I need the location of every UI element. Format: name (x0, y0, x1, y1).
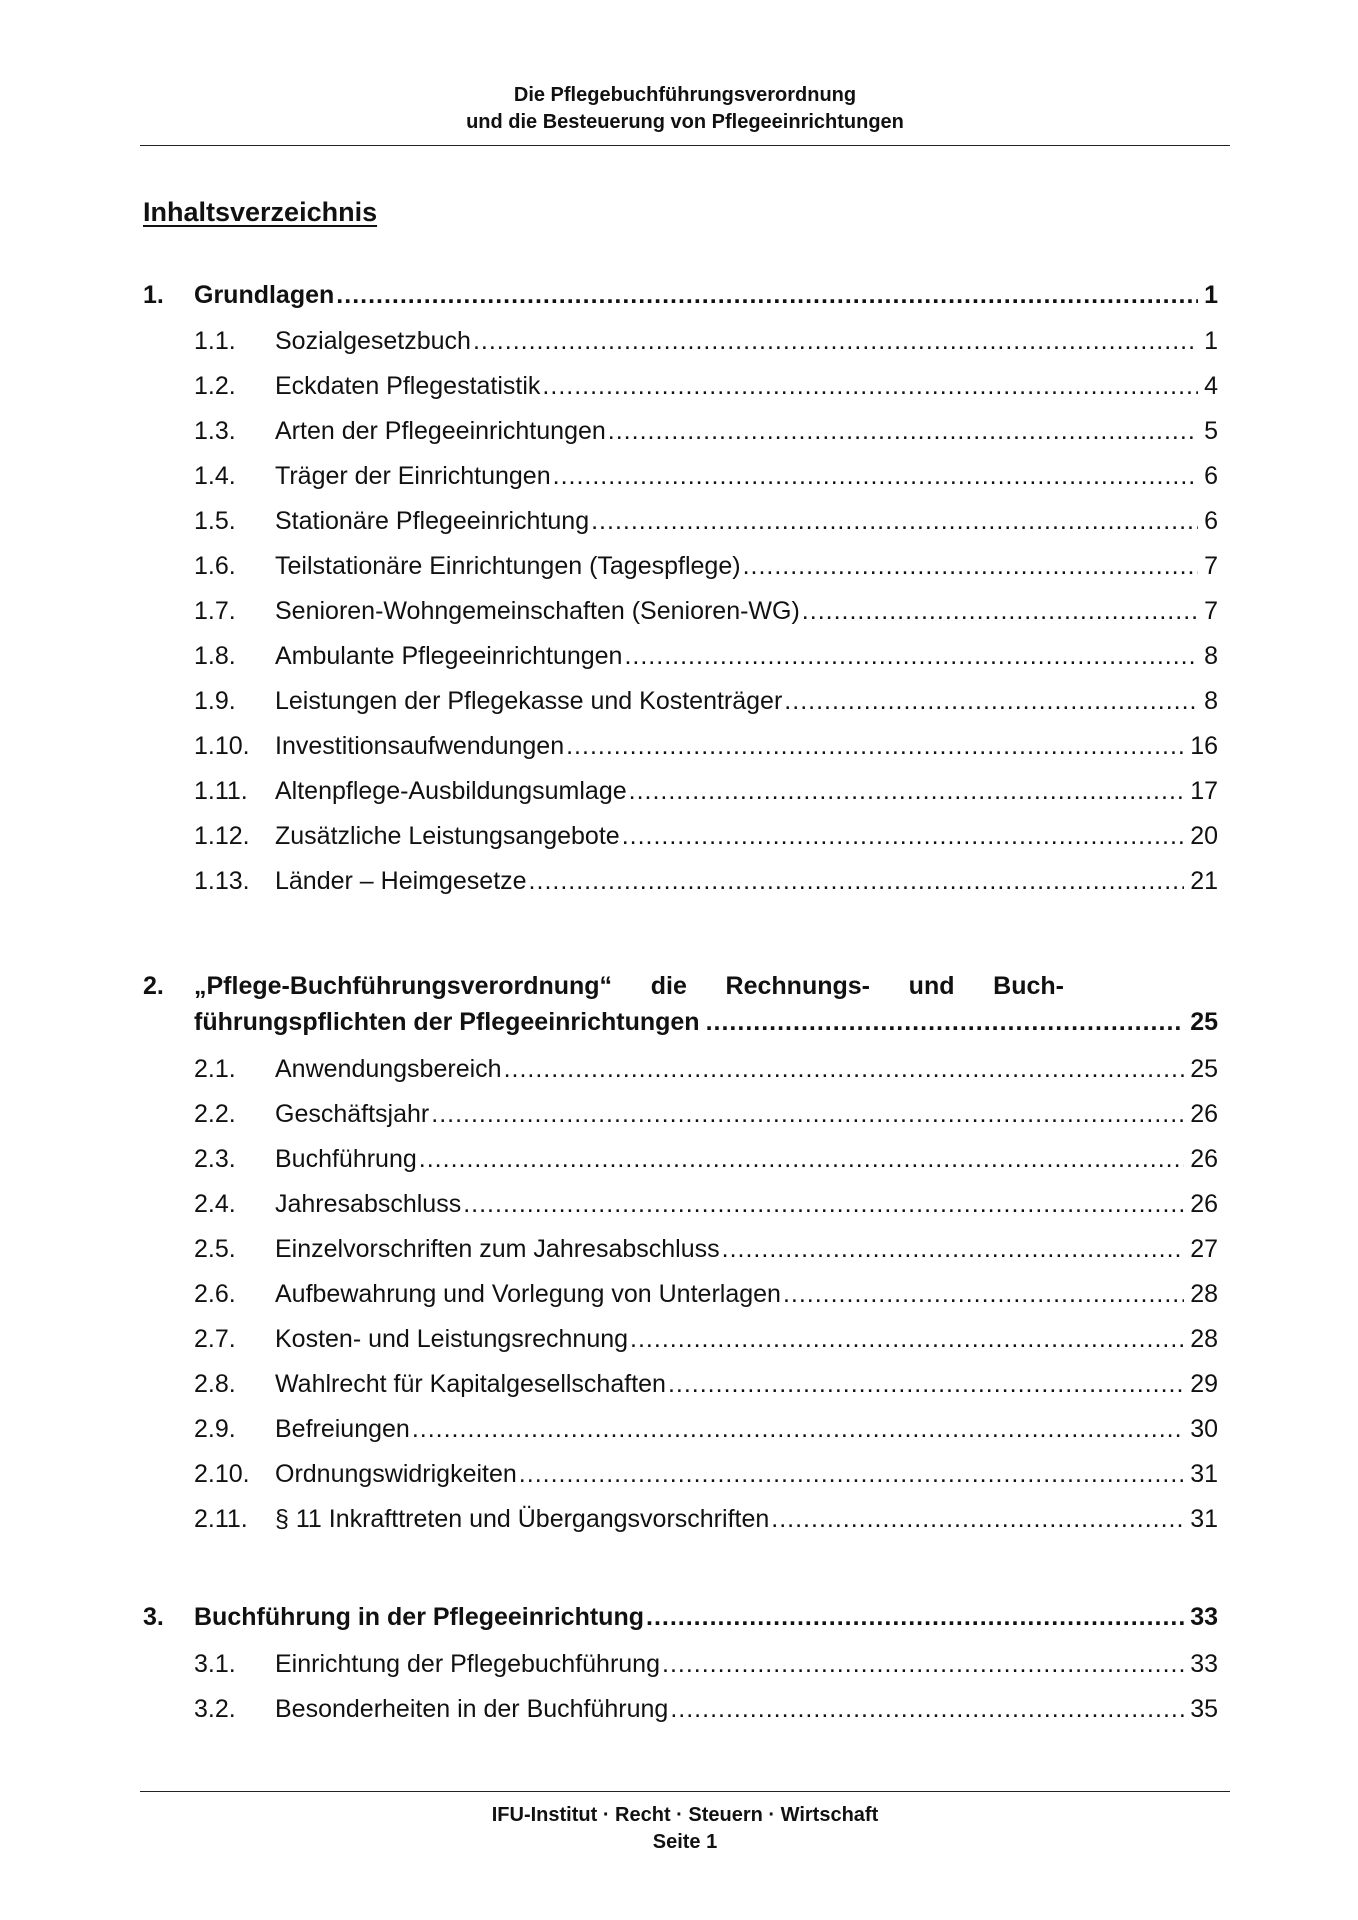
section-title: Wahlrecht für Kapitalgesellschaften (275, 1370, 666, 1398)
dot-leader (463, 1184, 1184, 1224)
dot-leader (706, 1004, 1185, 1040)
toc-entry-1-9[interactable] (143, 681, 1218, 721)
toc-entry-2-11[interactable] (143, 1499, 1218, 1539)
dot-leader (529, 861, 1185, 901)
page-number: 16 (1190, 732, 1218, 760)
page-number: 28 (1190, 1325, 1218, 1353)
toc-chapter-3[interactable] (143, 1597, 1218, 1637)
footer-page-number: Seite 1 (652, 1831, 718, 1853)
page-number: 33 (1190, 1603, 1218, 1631)
dot-leader (670, 1689, 1184, 1729)
page-number: 35 (1190, 1695, 1218, 1723)
section-number: 2.3. (194, 1145, 236, 1173)
section-title: Investitionsaufwendungen (275, 732, 565, 760)
chapter-title: Grundlagen (194, 281, 335, 309)
toc-entry-3-2[interactable] (143, 1689, 1218, 1729)
toc-entry-2-8[interactable] (143, 1364, 1218, 1404)
chapter-heading-line2 (194, 1004, 1218, 1040)
dot-leader (591, 501, 1198, 541)
toc-chapter-2[interactable] (143, 968, 1218, 1040)
toc-entry-1-10[interactable] (143, 726, 1218, 766)
page-number: 7 (1204, 552, 1218, 580)
page-number: 31 (1190, 1505, 1218, 1533)
header-title-line2: und die Besteuerung von Pflegeeinrichtungen (466, 111, 904, 133)
section-number: 3.1. (194, 1650, 236, 1678)
toc-entry-2-6[interactable] (143, 1274, 1218, 1314)
page-number: 1 (1204, 281, 1218, 309)
dot-leader (668, 1364, 1184, 1404)
toc-entry-1-8[interactable] (143, 636, 1218, 676)
toc-entry-1-5[interactable] (143, 501, 1218, 541)
page-number: 8 (1204, 687, 1218, 715)
toc-entry-3-1[interactable] (143, 1644, 1218, 1684)
section-title: Geschäftsjahr (275, 1100, 430, 1128)
section-title: Sozialgesetzbuch (275, 327, 471, 355)
dot-leader (553, 456, 1198, 496)
dot-leader (630, 1319, 1184, 1359)
section-number: 1.2. (194, 372, 236, 400)
dot-leader (802, 591, 1198, 631)
section-title: Zusätzliche Leistungsangebote (275, 822, 620, 850)
section-number: 1.9. (194, 687, 236, 715)
section-title: Buchführung (275, 1145, 417, 1173)
chapter-number: 1. (143, 281, 164, 309)
section-number: 1.10. (194, 732, 250, 760)
chapter-title-line1: „Pflege-Buchführungsverordnung“ die Rechnungs- und Buch- (194, 972, 1064, 1000)
page-number: 26 (1190, 1190, 1218, 1218)
section-number: 1.8. (194, 642, 236, 670)
section-number: 3.2. (194, 1695, 236, 1723)
chapter-heading-line1 (143, 968, 1218, 1004)
dot-leader (419, 1139, 1184, 1179)
toc-entry-2-7[interactable] (143, 1319, 1218, 1359)
page-number: 4 (1204, 372, 1218, 400)
section-number: 2.2. (194, 1100, 236, 1128)
dot-leader (662, 1644, 1184, 1684)
dot-leader (504, 1049, 1185, 1089)
section-number: 1.1. (194, 327, 236, 355)
section-title: Teilstationäre Einrichtungen (Tagespflege) (275, 552, 741, 580)
page-number: 20 (1190, 822, 1218, 850)
page-number: 29 (1190, 1370, 1218, 1398)
section-title: Einrichtung der Pflegebuchführung (275, 1650, 660, 1678)
dot-leader (622, 816, 1185, 856)
section-number: 1.5. (194, 507, 236, 535)
toc-entry-1-4[interactable] (143, 456, 1218, 496)
section-number: 2.9. (194, 1415, 236, 1443)
section-title: Arten der Pflegeeinrichtungen (275, 417, 606, 445)
toc-entry-2-9[interactable] (143, 1409, 1218, 1449)
dot-leader (722, 1229, 1185, 1269)
section-title: Ordnungswidrigkeiten (275, 1460, 517, 1488)
dot-leader (473, 321, 1198, 361)
toc-chapter-1[interactable] (143, 275, 1218, 315)
section-number: 1.13. (194, 867, 250, 895)
toc-entry-2-4[interactable] (143, 1184, 1218, 1224)
section-number: 2.1. (194, 1055, 236, 1083)
toc-entry-1-3[interactable] (143, 411, 1218, 451)
page-number: 7 (1204, 597, 1218, 625)
page-number: 6 (1204, 507, 1218, 535)
section-title: Besonderheiten in der Buchführung (275, 1695, 669, 1723)
section-title: Anwendungsbereich (275, 1055, 502, 1083)
dot-leader (431, 1094, 1184, 1134)
section-title: Träger der Einrichtungen (275, 462, 551, 490)
page-number: 17 (1190, 777, 1218, 805)
page-number: 33 (1190, 1650, 1218, 1678)
chapter-number: 2. (143, 972, 164, 1000)
page-number: 1 (1204, 327, 1218, 355)
section-number: 2.4. (194, 1190, 236, 1218)
section-title: Altenpflege-Ausbildungsumlage (275, 777, 627, 805)
section-number: 2.5. (194, 1235, 236, 1263)
toc-entry-1-13[interactable] (143, 861, 1218, 901)
section-title: Senioren-Wohngemeinschaften (Senioren-WG) (275, 597, 800, 625)
chapter-title: Buchführung in der Pflegeeinrichtung (194, 1603, 644, 1631)
toc-entry-1-2[interactable] (143, 366, 1218, 406)
chapter-number: 3. (143, 1603, 164, 1631)
toc-entry-2-10[interactable] (143, 1454, 1218, 1494)
dot-leader (566, 726, 1184, 766)
dot-leader (336, 275, 1198, 315)
toc-entry-1-12[interactable] (143, 816, 1218, 856)
section-title: Leistungen der Pflegekasse und Kostenträger (275, 687, 783, 715)
dot-leader (771, 1499, 1184, 1539)
section-title: Aufbewahrung und Vorlegung von Unterlagen (275, 1280, 781, 1308)
section-number: 2.11. (194, 1505, 248, 1533)
page-number: 6 (1204, 462, 1218, 490)
page-footer (140, 1802, 1230, 1856)
page-number: 25 (1190, 1055, 1218, 1083)
toc-entry-2-2[interactable] (143, 1094, 1218, 1134)
section-number: 2.10. (194, 1460, 250, 1488)
section-title: Stationäre Pflegeeinrichtung (275, 507, 590, 535)
page-number: 25 (1190, 1008, 1218, 1036)
chapter-title-line2: führungspflichten der Pflegeeinrichtungen (194, 1008, 700, 1036)
page-number: 26 (1190, 1145, 1218, 1173)
dot-leader (629, 771, 1185, 811)
section-number: 2.6. (194, 1280, 236, 1308)
dot-leader (784, 681, 1198, 721)
page-number: 31 (1190, 1460, 1218, 1488)
section-title: Einzelvorschriften zum Jahresabschluss (275, 1235, 720, 1263)
footer-divider (140, 1791, 1230, 1792)
section-number: 2.7. (194, 1325, 236, 1353)
header-title-line1: Die Pflegebuchführungsverordnung (513, 84, 857, 106)
section-number: 1.4. (194, 462, 236, 490)
dot-leader (783, 1274, 1184, 1314)
page-number: 26 (1190, 1100, 1218, 1128)
dot-leader (412, 1409, 1184, 1449)
dot-leader (608, 411, 1198, 451)
page-number: 27 (1190, 1235, 1218, 1263)
toc-title: Inhaltsverzeichnis (143, 197, 378, 227)
dot-leader (624, 636, 1198, 676)
page-number: 8 (1204, 642, 1218, 670)
section-number: 1.12. (194, 822, 250, 850)
footer-publisher: IFU-Institut · Recht · Steuern · Wirtschaft (491, 1804, 879, 1826)
section-title: § 11 Inkrafttreten und Übergangsvorschriften (275, 1505, 770, 1533)
page-header (140, 82, 1230, 136)
dot-leader (646, 1597, 1184, 1637)
section-title: Jahresabschluss (275, 1190, 462, 1218)
dot-leader (542, 366, 1198, 406)
dot-leader (519, 1454, 1184, 1494)
page-number: 28 (1190, 1280, 1218, 1308)
header-divider (140, 145, 1230, 146)
toc-entry-2-5[interactable] (143, 1229, 1218, 1269)
section-title: Länder – Heimgesetze (275, 867, 527, 895)
page-number: 5 (1204, 417, 1218, 445)
toc-entry-1-7[interactable] (143, 591, 1218, 631)
toc-entry-2-3[interactable] (143, 1139, 1218, 1179)
toc-entry-2-1[interactable] (143, 1049, 1218, 1089)
section-title: Eckdaten Pflegestatistik (275, 372, 541, 400)
page-number: 30 (1190, 1415, 1218, 1443)
toc-entry-1-11[interactable] (143, 771, 1218, 811)
section-number: 1.6. (194, 552, 236, 580)
toc-entry-1-6[interactable] (143, 546, 1218, 586)
dot-leader (743, 546, 1199, 586)
section-title: Ambulante Pflegeeinrichtungen (275, 642, 623, 670)
section-number: 1.11. (194, 777, 248, 805)
section-title: Befreiungen (275, 1415, 410, 1443)
section-number: 2.8. (194, 1370, 236, 1398)
section-number: 1.3. (194, 417, 236, 445)
page-number: 21 (1190, 867, 1218, 895)
toc-entry-1-1[interactable] (143, 321, 1218, 361)
section-number: 1.7. (194, 597, 236, 625)
section-title: Kosten- und Leistungsrechnung (275, 1325, 629, 1353)
